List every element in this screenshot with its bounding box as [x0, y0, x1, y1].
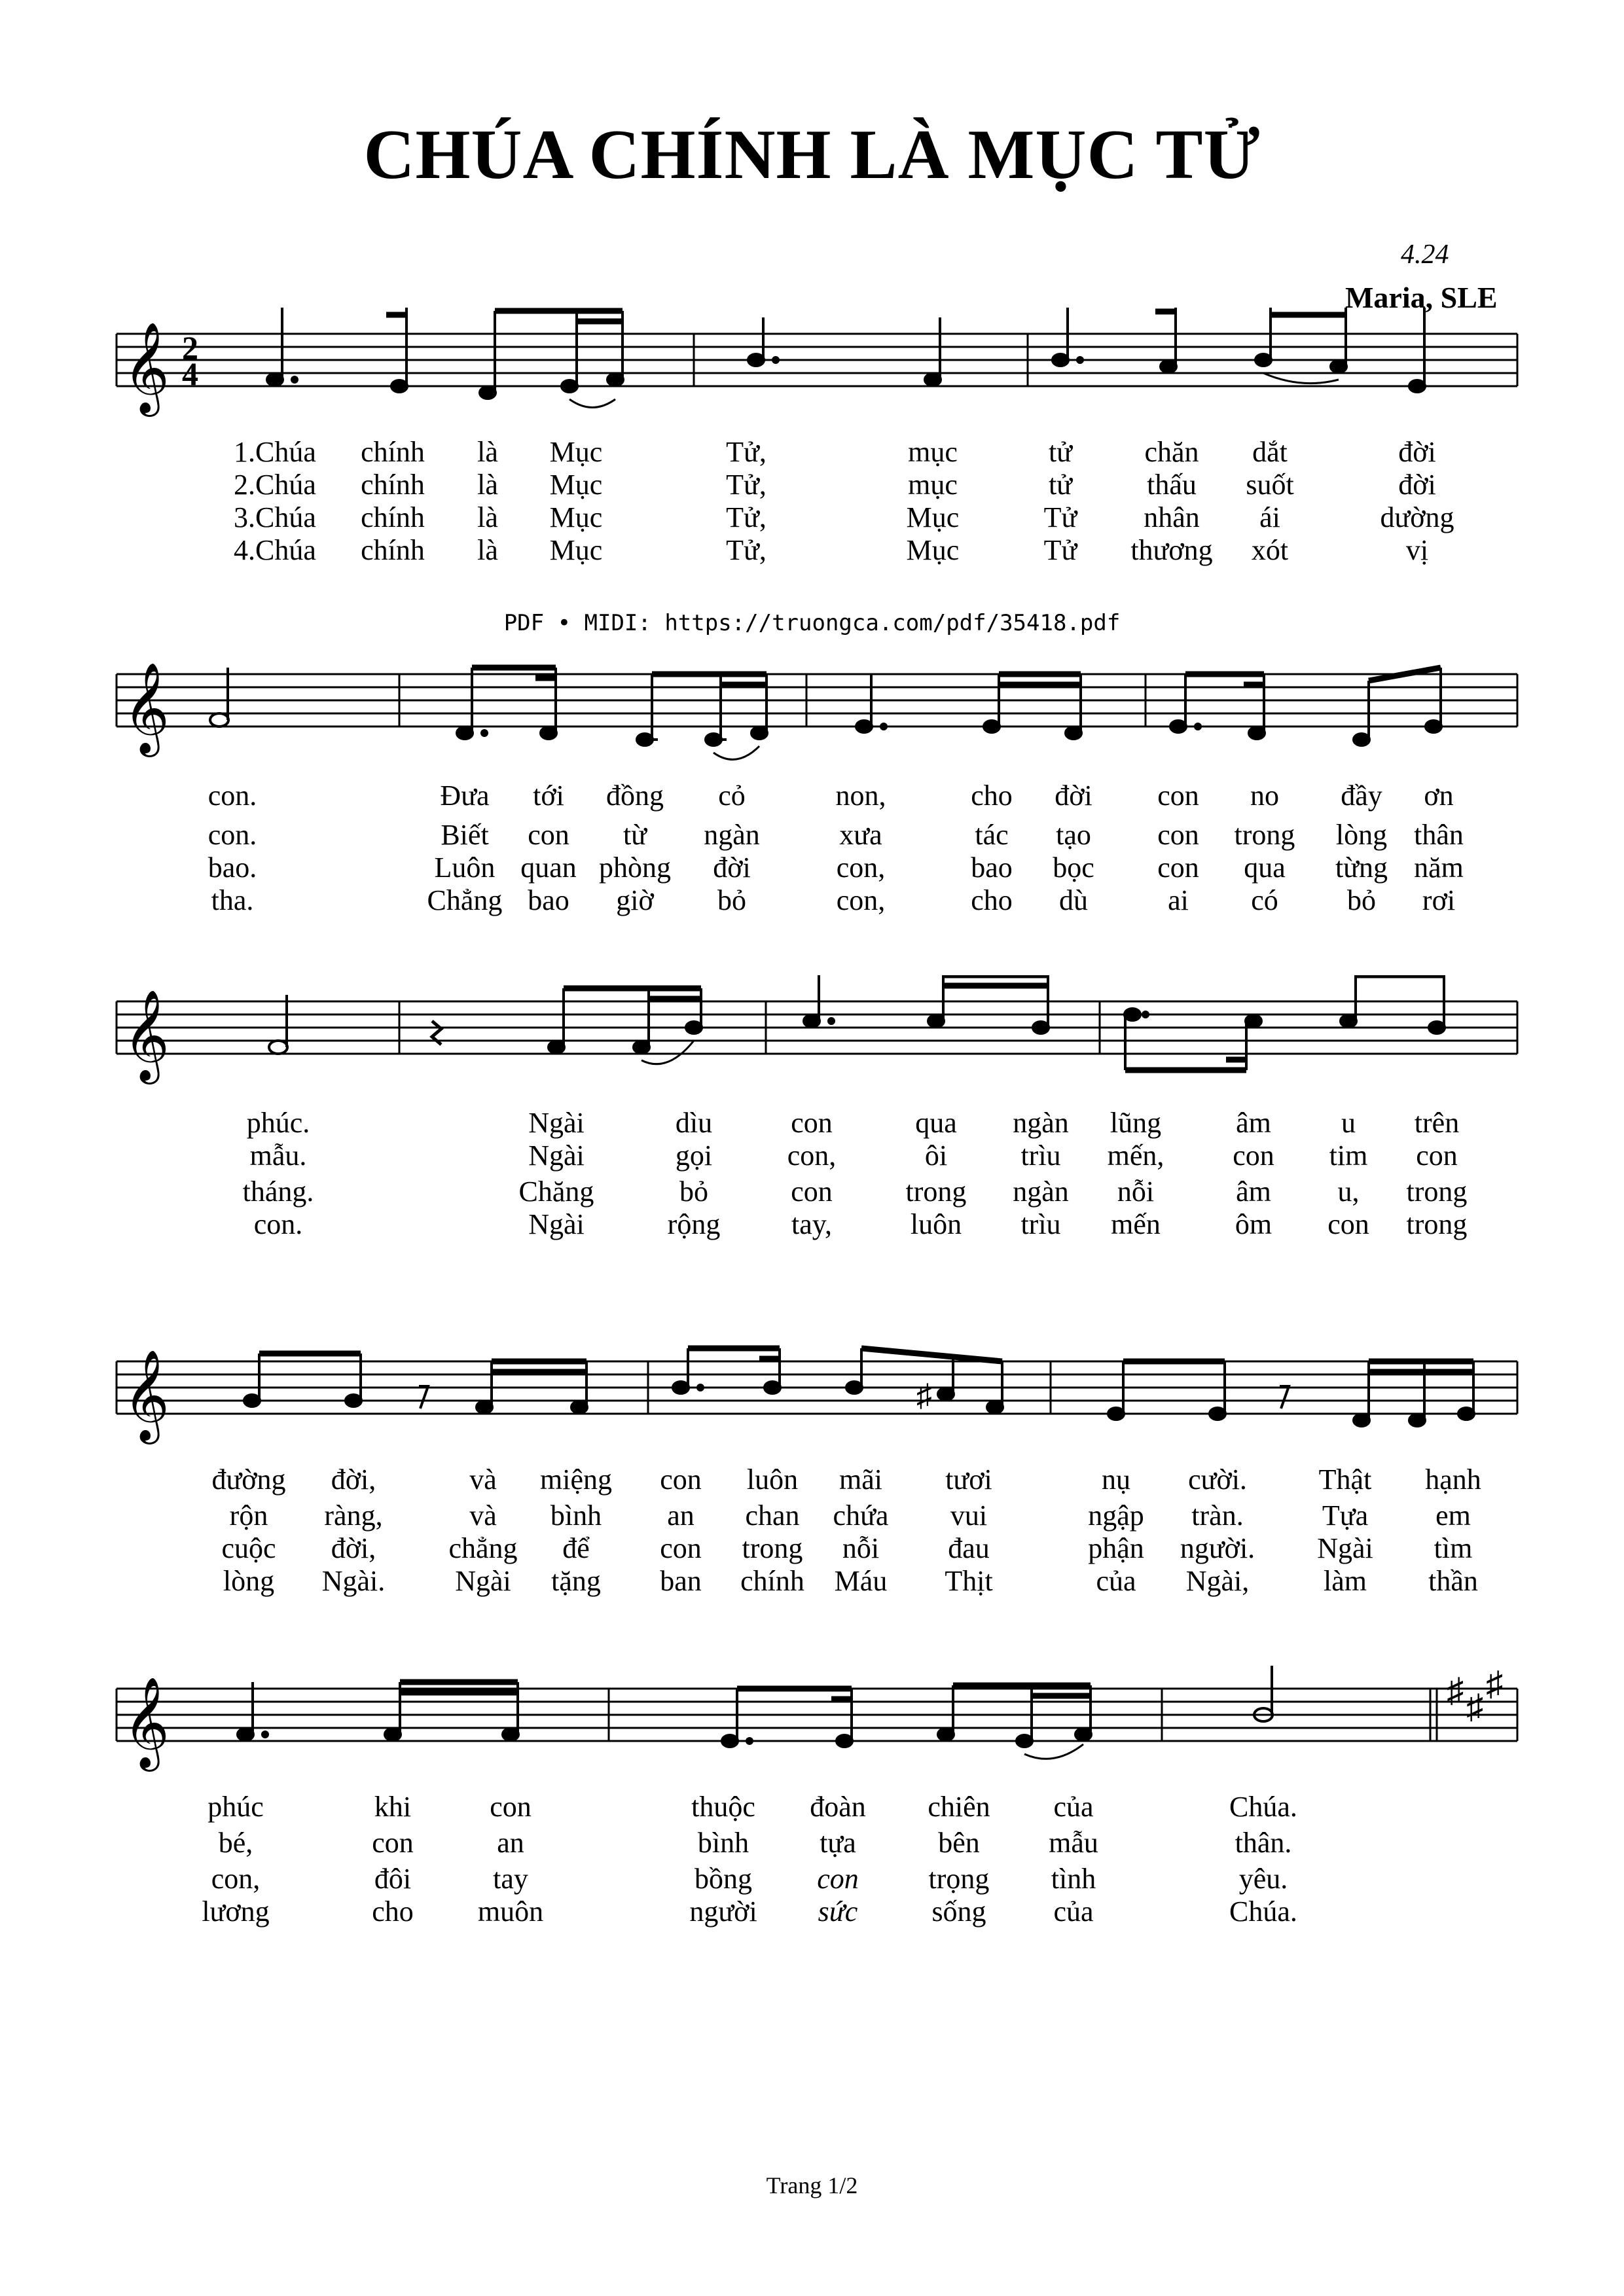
lyric: rộng	[667, 1208, 721, 1240]
lyric: đời,	[331, 1532, 376, 1564]
lyric: tươi	[945, 1463, 992, 1496]
lyric: ngập	[1088, 1499, 1144, 1532]
lyric: mãi	[839, 1463, 882, 1496]
lyric: chiên	[928, 1791, 990, 1823]
lyric: con	[791, 1175, 833, 1208]
lyric: từng	[1335, 852, 1388, 884]
lyric: đồng	[606, 780, 664, 812]
sharp-icon: ♯	[1447, 1672, 1464, 1710]
lyric: Thịt	[945, 1565, 993, 1597]
lyric: an	[667, 1499, 695, 1532]
lyric: miệng	[540, 1463, 612, 1496]
sharp-icon: ♯	[916, 1378, 932, 1413]
lyrics-system-3	[0, 1106, 1624, 1276]
song-number: 4.24	[1401, 240, 1449, 270]
lyric: chính	[361, 501, 425, 533]
lyric: yêu.	[1238, 1863, 1288, 1895]
lyric: qua	[1244, 852, 1286, 884]
lyric: luôn	[746, 1463, 799, 1496]
lyric: âm	[1236, 1175, 1271, 1208]
lyric: qua	[915, 1107, 957, 1139]
lyric: thân	[1414, 819, 1464, 851]
lyric: xót	[1251, 534, 1289, 566]
lyric: con	[791, 1107, 833, 1139]
lyric: đời,	[331, 1463, 376, 1496]
lyric: đầy	[1341, 780, 1382, 812]
lyric: trìu	[1020, 1208, 1061, 1240]
lyric: là	[477, 501, 498, 533]
source-link[interactable]: PDF • MIDI: https://truongca.com/pdf/35418.pdf	[503, 610, 1121, 636]
lyric: chan	[745, 1499, 800, 1532]
time-sig-bottom: 4	[182, 355, 198, 392]
lyric: tay	[493, 1863, 528, 1895]
lyric: Ngài	[528, 1208, 585, 1240]
lyric: để	[562, 1532, 590, 1564]
lyric: con	[1233, 1139, 1274, 1172]
lyric: Tựa	[1322, 1499, 1369, 1532]
lyric: cỏ	[718, 780, 746, 812]
page-number: Trang 1/2	[766, 2172, 858, 2198]
lyric: tràn.	[1191, 1499, 1244, 1532]
lyric: bé,	[218, 1827, 253, 1859]
lyric: tặng	[551, 1565, 601, 1597]
lyric: phúc.	[246, 1107, 310, 1139]
lyric: chính	[361, 436, 425, 468]
treble-clef-icon: 𝄞	[123, 992, 170, 1079]
lyric: Mục	[906, 501, 960, 533]
lyric: đời	[1398, 469, 1436, 501]
lyric: con	[1327, 1208, 1369, 1240]
treble-clef-icon: 𝄞	[123, 1679, 170, 1766]
treble-clef-icon: 𝄞	[123, 324, 170, 411]
lyric: của	[1096, 1565, 1136, 1597]
lyric: no	[1250, 780, 1279, 812]
lyric: chính	[361, 534, 425, 566]
lyric: cho	[372, 1895, 414, 1928]
lyric: ràng,	[324, 1499, 383, 1532]
lyric: con	[1157, 780, 1199, 812]
lyric: ban	[660, 1565, 702, 1597]
lyric: tim	[1329, 1139, 1368, 1172]
lyric: mẫu	[1049, 1827, 1098, 1859]
lyric: ngàn	[1013, 1175, 1069, 1208]
lyric: phúc	[208, 1791, 264, 1823]
lyric: Tử,	[726, 534, 767, 566]
lyric: tha.	[211, 884, 254, 916]
lyric: Mục	[549, 501, 603, 533]
lyric: Chúa.	[1229, 1791, 1297, 1823]
lyric: xưa	[839, 819, 882, 851]
lyric: tạo	[1056, 819, 1091, 851]
lyric: tay,	[791, 1208, 832, 1240]
lyric: người.	[1180, 1532, 1255, 1564]
lyric: tựa	[820, 1827, 856, 1859]
lyric: Chúa.	[1229, 1895, 1297, 1928]
lyric: khi	[374, 1791, 412, 1823]
lyric: là	[477, 534, 498, 566]
lyric: con,	[836, 884, 886, 916]
lyric: vị	[1405, 534, 1429, 566]
sharp-icon: ♯	[1466, 1689, 1483, 1726]
lyric: nỗi	[1117, 1175, 1155, 1208]
lyric: bên	[938, 1827, 980, 1859]
lyric: mẫu.	[249, 1139, 307, 1172]
lyric: tác	[975, 819, 1009, 851]
lyric: bao	[528, 884, 569, 916]
lyric: ôm	[1235, 1208, 1272, 1240]
lyric: là	[477, 436, 498, 468]
lyric: bỏ	[1347, 884, 1376, 916]
lyric: ngàn	[1013, 1107, 1069, 1139]
lyric: bồng	[695, 1863, 752, 1895]
lyric: hạnh	[1425, 1463, 1481, 1496]
lyric: 2.Chúa	[234, 469, 316, 501]
sharp-icon: ♯	[1486, 1666, 1503, 1703]
lyric: đường	[211, 1463, 286, 1496]
lyric: tử	[1048, 436, 1073, 468]
lyric: em	[1435, 1499, 1471, 1532]
lyric: tới	[533, 780, 564, 812]
lyric: con,	[836, 852, 886, 884]
lyric: Máu	[834, 1565, 888, 1597]
lyric: đời	[1398, 436, 1436, 468]
lyric: 3.Chúa	[234, 501, 316, 533]
lyric: dắt	[1252, 436, 1288, 468]
lyric: Tử,	[726, 436, 767, 468]
lyric: chẳng	[448, 1532, 518, 1564]
lyric: muôn	[477, 1895, 544, 1928]
lyric: tháng.	[242, 1175, 314, 1208]
lyric: mục	[908, 469, 958, 501]
lyric: tử	[1048, 469, 1073, 501]
treble-clef-icon: 𝄞	[123, 1352, 170, 1439]
key-signature-sharps	[1447, 1666, 1503, 1726]
lyric: u,	[1337, 1175, 1360, 1208]
lyric: chứa	[833, 1499, 889, 1532]
lyric: cho	[971, 780, 1013, 812]
lyric: năm	[1414, 852, 1464, 884]
lyric: chăn	[1144, 436, 1199, 468]
lyric: con	[1157, 852, 1199, 884]
lyric: rơi	[1422, 884, 1456, 916]
lyric: dìu	[675, 1107, 713, 1139]
lyric: bình	[697, 1827, 749, 1859]
lyric: thương	[1130, 534, 1213, 566]
lyric: 1.Chúa	[234, 436, 316, 468]
lyric: Mục	[549, 534, 603, 566]
lyric: ơn	[1424, 780, 1454, 812]
lyric: tìm	[1434, 1532, 1473, 1564]
lyric: Ngài,	[1185, 1565, 1250, 1597]
lyric: Thật	[1318, 1463, 1372, 1496]
lyric: bình	[550, 1499, 602, 1532]
lyric: trong	[742, 1532, 803, 1564]
lyric: tình	[1051, 1863, 1096, 1895]
lyric: nhân	[1144, 501, 1200, 533]
lyric: Tử,	[726, 501, 767, 533]
lyric: Ngài	[528, 1107, 585, 1139]
staff-system-4	[0, 1335, 1624, 1466]
lyric: lòng	[223, 1565, 275, 1597]
lyrics-system-1	[0, 435, 1624, 605]
lyric: Luôn	[434, 852, 496, 884]
composer: Maria, SLE	[1345, 281, 1498, 314]
lyric: cuộc	[221, 1532, 276, 1564]
lyric: vui	[950, 1499, 988, 1532]
lyric: mến	[1111, 1208, 1161, 1240]
staff-system-2	[0, 648, 1624, 779]
lyric: Chẳng	[427, 884, 503, 916]
lyric: Ngài	[455, 1565, 511, 1597]
lyric: con	[528, 819, 569, 851]
lyric: con	[490, 1791, 532, 1823]
lyric: con.	[208, 780, 257, 812]
lyric: dường	[1380, 501, 1454, 533]
lyric: Mục	[549, 469, 603, 501]
lyric: ôi	[924, 1139, 948, 1172]
lyrics-system-4	[0, 1463, 1624, 1633]
staff-system-3	[0, 975, 1624, 1106]
lyric: non,	[835, 780, 886, 812]
lyric: con,	[211, 1863, 261, 1895]
lyric: quan	[520, 852, 577, 884]
lyric: gọi	[675, 1139, 713, 1172]
lyric: Ngài	[528, 1139, 585, 1172]
lyric: cho	[971, 884, 1013, 916]
lyric: bao.	[208, 852, 257, 884]
lyric: Tử,	[726, 469, 767, 501]
lyric: ái	[1259, 501, 1280, 533]
lyric: bao	[971, 852, 1013, 884]
lyric: trên	[1414, 1107, 1460, 1139]
lyric: đời	[713, 852, 751, 884]
lyric: của	[1053, 1791, 1094, 1823]
lyric: đoàn	[810, 1791, 866, 1823]
lyric: u	[1341, 1107, 1356, 1139]
lyric: bỏ	[679, 1175, 708, 1208]
lyric: Mục	[549, 436, 603, 468]
lyric: có	[1251, 884, 1278, 916]
lyric: và	[469, 1463, 497, 1496]
lyric: con	[372, 1827, 414, 1859]
lyric: chính	[740, 1565, 804, 1597]
lyric: con.	[253, 1208, 303, 1240]
lyric: Ngài	[1317, 1532, 1373, 1564]
lyric: cười.	[1188, 1463, 1247, 1496]
lyric: lũng	[1110, 1107, 1162, 1139]
lyric: lương	[202, 1895, 270, 1928]
lyrics-system-2	[0, 779, 1624, 949]
lyrics-system-5	[0, 1790, 1624, 1960]
lyric: nụ	[1102, 1463, 1130, 1496]
lyric: người	[689, 1895, 757, 1928]
lyric: Ngài.	[321, 1565, 386, 1597]
lyric: nỗi	[842, 1532, 880, 1564]
lyric: con	[660, 1463, 702, 1496]
lyric: thuộc	[691, 1791, 755, 1823]
lyric: đời	[1055, 780, 1092, 812]
lyric: thấu	[1147, 469, 1197, 501]
lyric: ai	[1168, 884, 1189, 916]
lyric: con	[817, 1863, 859, 1895]
lyric: trọng	[928, 1863, 990, 1895]
staff-system-5	[0, 1662, 1624, 1793]
song-title: CHÚA CHÍNH LÀ MỤC TỬ	[363, 116, 1261, 194]
lyric: mến,	[1107, 1139, 1164, 1172]
lyric: của	[1053, 1895, 1094, 1928]
lyric: đau	[948, 1532, 990, 1564]
lyric: con	[1416, 1139, 1458, 1172]
treble-clef-icon: 𝄞	[123, 664, 170, 751]
lyric: luôn	[910, 1208, 962, 1240]
lyric: trong	[905, 1175, 967, 1208]
lyric: thân.	[1235, 1827, 1292, 1859]
lyric: 4.Chúa	[234, 534, 316, 566]
lyric: sức	[818, 1895, 858, 1928]
lyric: sống	[931, 1895, 986, 1928]
lyric: bọc	[1053, 852, 1094, 884]
lyric: bỏ	[717, 884, 746, 916]
lyric: con,	[787, 1139, 837, 1172]
lyric: làm	[1324, 1565, 1367, 1597]
lyric: lòng	[1335, 819, 1388, 851]
time-sig-top: 2	[182, 329, 198, 366]
lyric: từ	[623, 819, 647, 851]
lyric: phòng	[599, 852, 671, 884]
lyric: con	[1157, 819, 1199, 851]
lyric: an	[497, 1827, 524, 1859]
lyric: Đưa	[440, 780, 490, 812]
lyric: suốt	[1246, 469, 1294, 501]
lyric: trong	[1406, 1175, 1468, 1208]
lyric: Biết	[441, 819, 489, 851]
lyric: trong	[1234, 819, 1295, 851]
lyric: rộn	[229, 1499, 268, 1532]
lyric: Tử	[1043, 501, 1077, 533]
lyric: mục	[908, 436, 958, 468]
lyric: dù	[1059, 884, 1088, 916]
lyric: âm	[1236, 1107, 1271, 1139]
lyric: phận	[1088, 1532, 1144, 1564]
lyric: trìu	[1020, 1139, 1061, 1172]
lyric: đôi	[374, 1863, 412, 1895]
lyric: giờ	[616, 884, 654, 916]
lyric: Tử	[1043, 534, 1077, 566]
lyric: chính	[361, 469, 425, 501]
lyric: con.	[208, 819, 257, 851]
lyric: trong	[1406, 1208, 1468, 1240]
lyric: thần	[1428, 1565, 1478, 1597]
lyric: ngàn	[704, 819, 760, 851]
lyric: con	[660, 1532, 702, 1564]
lyric: Mục	[906, 534, 960, 566]
lyric: là	[477, 469, 498, 501]
lyric: Chăng	[518, 1175, 594, 1208]
lyric: và	[469, 1499, 497, 1532]
